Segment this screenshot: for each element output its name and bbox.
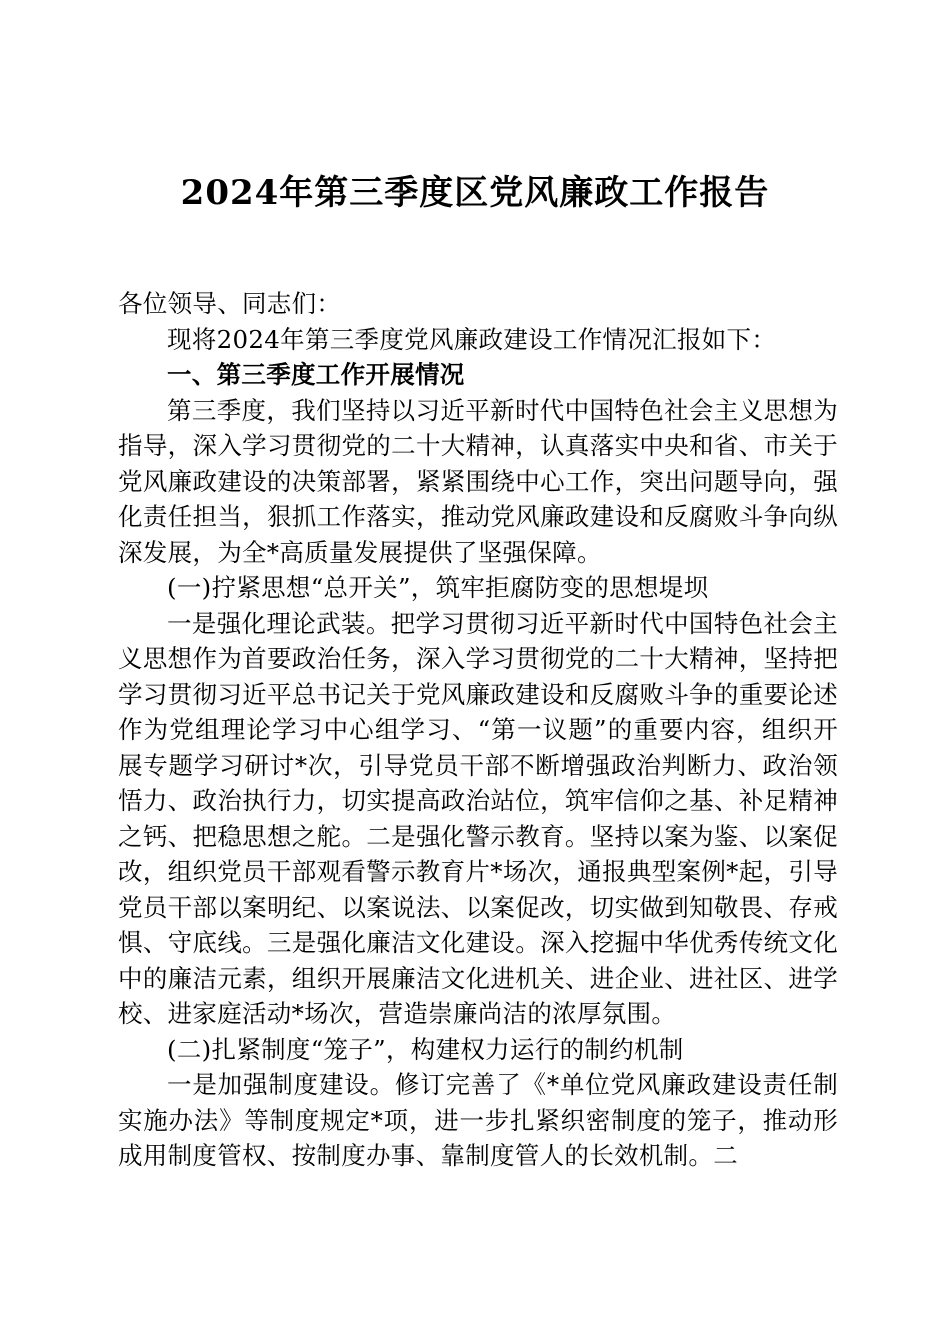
subsection-2-paragraph: 一是加强制度建设。修订完善了《*单位党风廉政建设责任制实施办法》等制度规定*项，进一步扎紧织密制度的笼子，推动形成用制度管权、按制度办事、靠制度管人的长效机制。二 [118, 1070, 838, 1170]
intro-paragraph: 现将2024年第三季度党风廉政建设工作情况汇报如下： [167, 324, 777, 354]
salutation: 各位领导、同志们： [118, 289, 342, 318]
document-title: 2024年第三季度区党风廉政工作报告 [180, 173, 770, 213]
subsection-heading-1: (一)拧紧思想“总开关”，筑牢拒腐防变的思想堤坝 [167, 573, 709, 602]
section-1-paragraph: 第三季度，我们坚持以习近平新时代中国特色社会主义思想为指导，深入学习贯彻党的二十大精神，认真落实中央和省、市关于党风廉政建设的决策部署，紧紧围绕中心工作，突出问题导向，强化责任担当，狠抓工作落实，推动党风廉政建设和反腐败斗争向纵深发展，为全*高质量发展提供了坚强保障。 [118, 395, 838, 567]
subsection-1-paragraph: 一是强化理论武装。把学习贯彻习近平新时代中国特色社会主义思想作为首要政治任务，深入学习贯彻党的二十大精神，坚持把学习贯彻习近平总书记关于党风廉政建设和反腐败斗争的重要论述作为党组理论学习中心组学习、“第一议题”的重要内容，组织开展专题学习研讨*次，引导党员干部不断增强政治判断力、政治领悟力、政治执行力，切实提高政治站位，筑牢信仰之基、补足精神之钙、把稳思想之舵。二是强化警示教育。坚持以案为鉴、以案促改，组织党员干部观看警示教育片*场次，通报典型案例*起，引导党员干部以案明纪、以案说法、以案促改，切实做到知敬畏、存戒惧、守底线。三是强化廉洁文化建设。深入挖掘中华优秀传统文化中的廉洁元素，组织开展廉洁文化进机关、进企业、进社区、进学校、进家庭活动*场次，营造崇廉尚洁的浓厚氛围。 [118, 608, 838, 1028]
section-heading-1: 一、第三季度工作开展情况 [167, 360, 465, 389]
subsection-heading-2: (二)扎紧制度“笼子”，构建权力运行的制约机制 [167, 1034, 684, 1064]
document-body [118, 286, 838, 1174]
